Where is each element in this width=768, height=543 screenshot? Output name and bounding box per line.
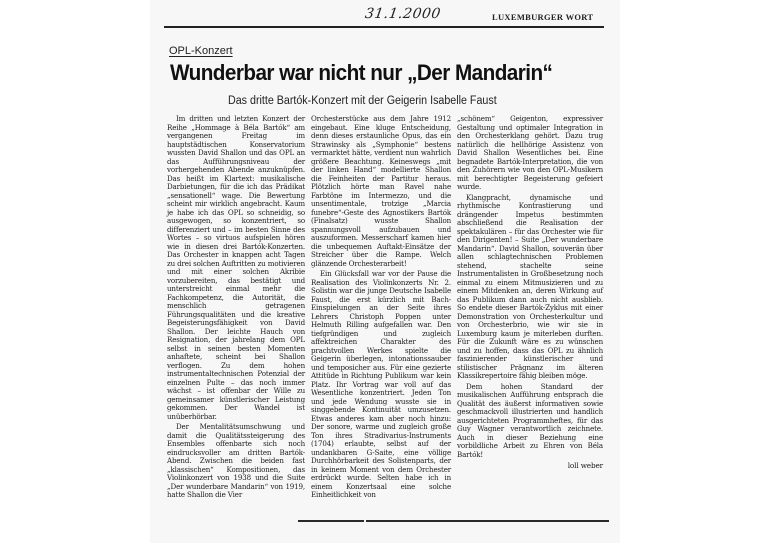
author-byline: loll weber (567, 461, 603, 470)
article-column-1 (167, 115, 305, 502)
section-kicker: OPL-Konzert (169, 45, 233, 57)
paragraph: „schönem“ Geigenton, expressiver Gestaltung und optimaler Integration in den Orchesterklang gehört. Dazu trug natürlich die hellhörige Assistenz von David Shallon Wesentliches bei. Eine begnadete Bartók-Interpretation, die von den Zuhörern wie von den OPL-Musikern mit berechtigter Begeisterung gefeiert wurde. (457, 114, 603, 191)
paragraph: Dem hohen Standard der musikalischen Aufführung entsprach die Qualität des äußerst informativen sowie geschmackvoll illustrierten und handlich ausgerichteten Programmheftes, für das Guy Wagner verantwortlich zeichnete. Auch in dieser Beziehung eine vorbildliche Arbeit zu Ehren von Béla Bartók! (457, 381, 603, 459)
handwritten-date: 31.1.2000 (363, 6, 442, 22)
footer-rule (298, 520, 364, 522)
paragraph: Ein Glücksfall war vor der Pause die Realisation des Violinkonzerts Nr. 2. Solistin war die junge Deutsche Isabelle Faust, die erst kürzlich mit Bach-Einspielungen an der Seite ihres Lehrers Christoph Poppen unter Helmuth Rilling aufgefallen war. Den tiefgründigen und zugleich affektreichen Charakter des prachtvollen Werkes spielte die Geigerin überlegen, intonationssauber und temposicher aus. Für eine gezierte Attitüde in Richtung Publikum war kein Platz. Ihr Vortrag war voll auf das Wesentliche konzentriert. Jeden Ton und jede Wendung wusste sie in singgebende Kontinuität umzusetzen. Etwas anderes kam aber noch hinzu: Der sonore, warme und zugleich große Ton ihres Stradivarius-Instruments (1704) erlaubte, selbst auf der undankbaren G-Saite, eine völlige Durchhörbarkeit des Solistenparts, der in keinem Moment von dem Orchester erdrückt wurde. Selten habe ich in einem Konzertsaal eine solche Einheitlichkeit von (311, 269, 451, 499)
newspaper-name: LUXEMBURGER WORT (492, 12, 594, 22)
paragraph: Im dritten und letzten Konzert der Reihe „Hommage à Béla Bartók“ am vergangenen Freitag im hauptstädtischen Konservatorium wussten David Shallon und das OPL an das Aufführungsniveau der vorhergehenden Abende anzuknüpfen. Das heißt im Klartext: musikalische Darbietungen, für die ich das Prädikat „sensationell“ wage. Die Bewertung scheint mir wirklich angebracht. Kaum je habe ich das OPL so schneidig, so ausgewogen, so konzentriert, so differenziert und – im besten Sinne des Wortes – so virtuos aufspielen hören wie in diesen drei Bartók-Konzerten. Das Orchester in knappen acht Tagen zu drei solchen Auftritten zu motivieren und mit einer solchen Akribie vorzubereiten, das bestätigt und unterstreicht einmal mehr die Fachkompetenz, die Autorität, die menschlich getragenen Führungsqualitäten und die kreative Begeisterungsfähigkeit von David Shallon. Der leichte Hauch von Resignation, der jahrelang dem OPL selbst in seinen besten Momenten anhaftete, scheint bei Shallon verflogen. Zu dem hohen instrumentaltechnischen Potenzial der einzelnen Pulte – das noch immer wächst – ist offenbar der Wille zu gemeinsamer künstlerischer Leistung gekommen. Der Wandel ist unüberhörbar. (167, 114, 305, 421)
header-rule (164, 26, 604, 28)
paragraph: Orchesterstücke aus dem Jahre 1912 eingebaut. Eine kluge Entscheidung, denn dieses erstaunliche Opus, das ein Strawinsky als „Symphonie“ bestens vermarktet hätte, verdient nun wahrlich größere Beachtung. Keineswegs „mit der linken Hand“ modellierte Shallon die Feinheiten der Partitur heraus. Plötzlich hörte man Ravel nahe Farbtöne im Intermezzo, und die unsentimentale, trotzige „Marcia funebre“-Geste des Agnostikers Bartók (Finalsatz) wusste Shallon spannungsvoll aufzubauen und auszuformen. Messerscharf kamen hier die unbequemen Auftakt-Einsätze der Streicher über die Rampe. Welch glänzende Orchesterarbeit! (311, 114, 451, 268)
paragraph: Der Mentalitätsumschwung und damit die Qualitätssteigerung des Ensembles offenbarte sich noch eindrucksvoller am dritten Bartók-Abend. Zwischen die beiden fast „klassischen“ Kompositionen, das Violinkonzert von 1938 und die Suite „Der wunderbare Mandarin“ von 1919, hatte Shallon die Vier (167, 422, 305, 499)
headline: Wunderbar war nicht nur „Der Mandarin“ (170, 60, 553, 85)
subheadline: Das dritte Bartók-Konzert mit der Geigerin Isabelle Faust (228, 95, 497, 107)
article-column-2 (311, 115, 451, 502)
footer-rule (366, 520, 609, 522)
paragraph: Klangpracht, dynamische und rhythmische Kontrastierung und drängender Impetus bestimmten abschließend die Realisation der spektakulären – für das Orchester wie für den Dirigenten! – Suite „Der wunderbare Mandarin“. David Shallon, souverän über allen schlagtechnischen Problemen stehend, stachelte seine Instrumentalisten in Großbesetzung noch einmal zu einem Mitmusizieren und zu einem Mitdenken an, deren Wirkung auf das Publikum dann auch nicht ausblieb. So endete dieser Bartók-Zyklus mit einer Demonstration von Orchesterkultur und von Orchesterbrio, wie wir sie in Luxemburg kaum je miterleben durften. Für die Zukunft wäre es zu wünschen und zu hoffen, dass das OPL zu ähnlich faszinierender künstlerischer und stilistischer Prägnanz im älteren Klassikrepertoire fähig bleiben möge. (457, 192, 603, 380)
article-column-3 (457, 115, 603, 471)
